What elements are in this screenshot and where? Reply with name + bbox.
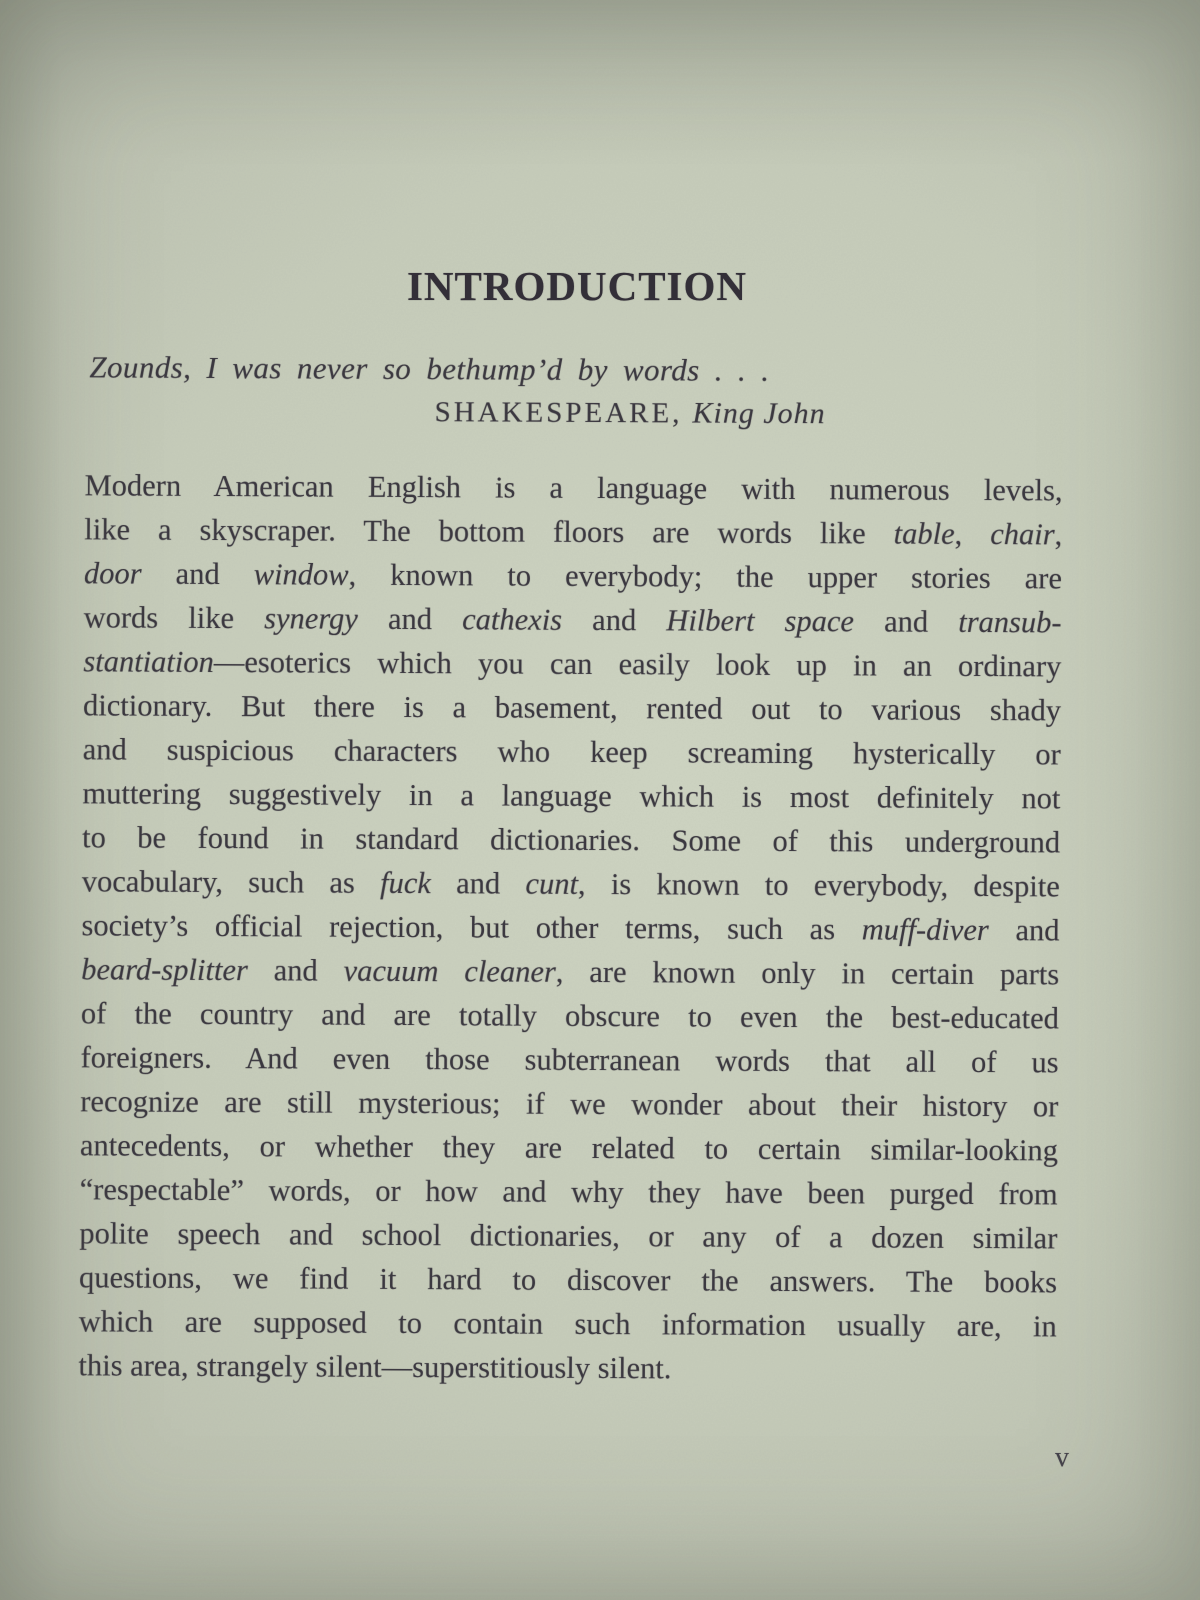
body-line: dictionary. But there is a basement, rented out to various shady bbox=[82, 688, 1062, 728]
body-line: questions, we find it hard to discover the answers. The books bbox=[78, 1260, 1058, 1300]
epigraph-author: SHAKESPEARE, bbox=[434, 396, 683, 430]
body-line: stantiation—esoterics which you can easily look up in an ordinary bbox=[83, 644, 1062, 684]
body-line: “respectable” words, or how and why they have been purged from bbox=[79, 1172, 1058, 1212]
body-line: of the country and are totally obscure to even the best-educated bbox=[80, 996, 1060, 1036]
epigraph-quote: Zounds, I was never so bethump’d by words . . . bbox=[89, 349, 770, 388]
body-line: words like synergy and cathexis and Hilbert space and transub- bbox=[83, 600, 1062, 640]
body-line: antecedents, or whether they are related to certain similar-looking bbox=[79, 1128, 1059, 1168]
page-title: INTRODUCTION bbox=[406, 263, 748, 309]
body-line: to be found in standard dictionaries. Some of this underground bbox=[82, 820, 1061, 860]
body-line: society’s official rejection, but other terms, such as muff-diver and bbox=[81, 908, 1060, 948]
body-line: door and window, known to everybody; the upper stories are bbox=[83, 556, 1063, 596]
body-line: vocabulary, such as fuck and cunt, is known to everybody, despite bbox=[81, 864, 1060, 904]
body-line: foreigners. And even those subterranean words that all of us bbox=[80, 1040, 1059, 1080]
body-line: and suspicious characters who keep screaming hysterically or bbox=[82, 732, 1061, 772]
body-line: polite speech and school dictionaries, or any of a dozen similar bbox=[79, 1216, 1058, 1256]
body-line: which are supposed to contain such information usually are, in bbox=[78, 1304, 1057, 1344]
body-line: this area, strangely silent—superstitiously silent. bbox=[78, 1348, 672, 1386]
epigraph-attribution bbox=[141, 394, 1119, 433]
page-number: v bbox=[1055, 1442, 1069, 1473]
body-line: like a skyscraper. The bottom floors are words like table, chair, bbox=[84, 512, 1063, 552]
epigraph-work: King John bbox=[692, 396, 826, 431]
body-line: recognize are still mysterious; if we wonder about their history or bbox=[80, 1084, 1059, 1124]
body-line: beard-splitter and vacuum cleaner, are known only in certain parts bbox=[81, 952, 1060, 992]
body-paragraph bbox=[78, 463, 1062, 1392]
body-line: muttering suggestively in a language which is most definitely not bbox=[82, 776, 1061, 816]
body-line: Modern American English is a language with numerous levels, bbox=[84, 468, 1063, 508]
